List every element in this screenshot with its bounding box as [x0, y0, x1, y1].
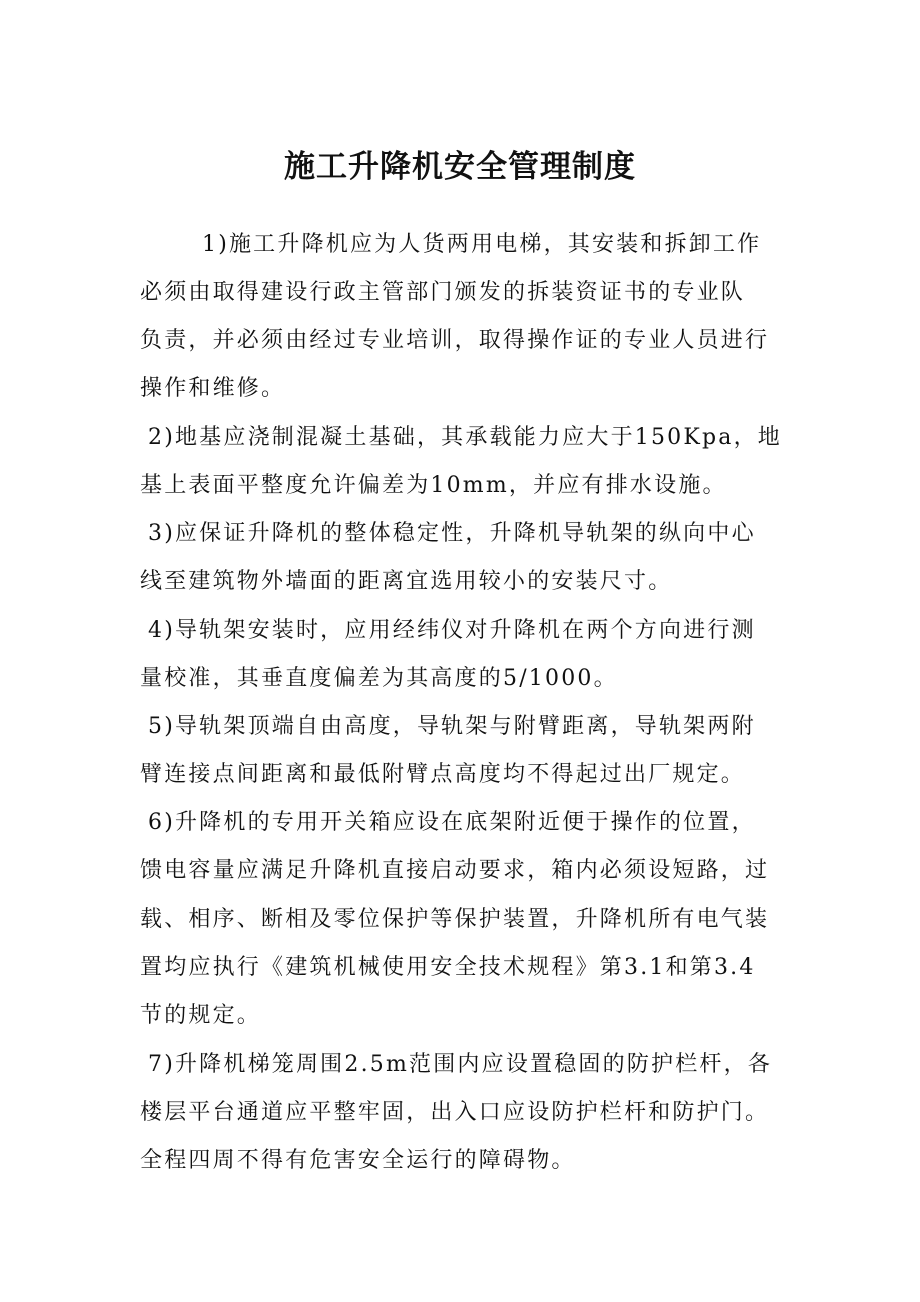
text-line: 楼层平台通道应平整牢固，出入口应设防护栏杆和防护门。	[140, 1100, 770, 1125]
text-line: 6)升降机的专用开关箱应设在底架附近便于操作的位置，	[148, 810, 756, 835]
text-line: 5)导轨架顶端自由高度，导轨架与附臂距离，导轨架两附	[148, 714, 756, 739]
text-line: 量校准，其垂直度偏差为其高度的5/1000。	[140, 666, 618, 691]
text-line: 臂连接点间距离和最低附臂点高度均不得起过出厂规定。	[140, 762, 746, 787]
text-line: 4)导轨架安装时，应用经纬仪对升降机在两个方向进行测	[148, 618, 756, 643]
text-line: 必须由取得建设行政主管部门颁发的拆装资证书的专业队	[140, 280, 746, 305]
text-line: 操作和维修。	[140, 376, 286, 401]
text-line: 负责，并必须由经过专业培训，取得操作证的专业人员进行	[140, 328, 770, 353]
text-line: 置均应执行《建筑机械使用安全技术规程》第3.1和第3.4	[140, 955, 756, 980]
page-title: 施工升降机安全管理制度	[284, 149, 636, 185]
text-line: 馈电容量应满足升降机直接启动要求，箱内必须设短路，过	[140, 858, 770, 883]
text-line: 节的规定。	[140, 1003, 262, 1028]
text-line: 基上表面平整度允许偏差为10mm，并应有排水设施。	[140, 473, 727, 498]
text-line: 全程四周不得有危害安全运行的障碍物。	[140, 1148, 576, 1173]
text-line: 3)应保证升降机的整体稳定性，升降机导轨架的纵向中心	[148, 521, 756, 546]
text-line: 线至建筑物外墙面的距离宜选用较小的安装尺寸。	[140, 569, 673, 594]
text-line: 2)地基应浇制混凝土基础，其承载能力应大于150Kpa，地	[148, 425, 783, 450]
text-line: 载、相序、断相及零位保护等保护装置，升降机所有电气装	[140, 907, 770, 932]
text-line: 7)升降机梯笼周围2.5m范围内应设置稳固的防护栏杆，各	[148, 1052, 773, 1077]
text-line: 1)施工升降机应为人货两用电梯，其安装和拆卸工作	[202, 232, 762, 257]
